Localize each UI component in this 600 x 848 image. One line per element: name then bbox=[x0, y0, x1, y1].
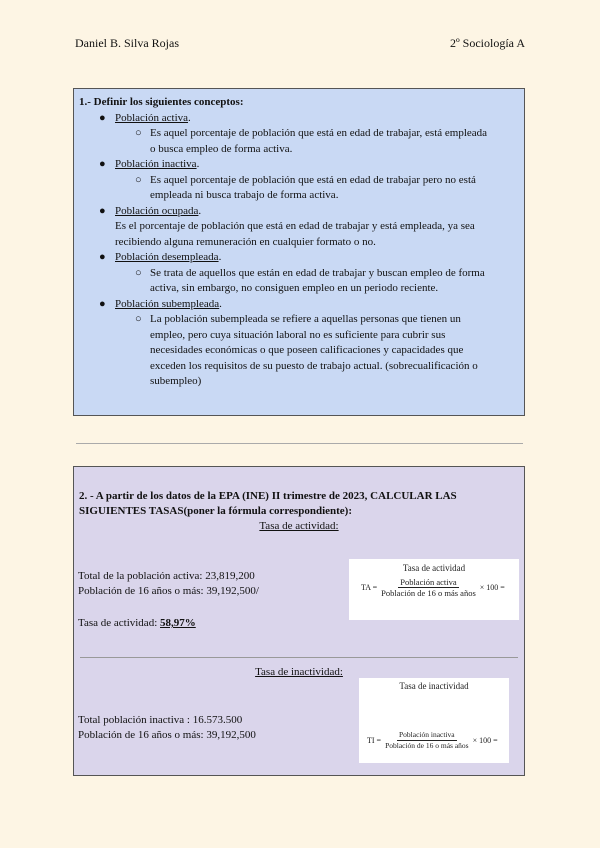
formula-title: Tasa de inactividad bbox=[399, 681, 469, 691]
bullet-icon: ● bbox=[99, 158, 106, 170]
concept-definition bbox=[79, 219, 518, 250]
concept-item: ● Población desempleada. bbox=[79, 250, 518, 266]
concept-definition bbox=[79, 173, 518, 204]
inactive-population-text: Total población inactiva : 16.573.500 bbox=[78, 714, 243, 726]
bullet-icon: ● bbox=[99, 204, 106, 217]
def-line: Es el porcentaje de población que está en edad de trabajar y está empleada, ya sea bbox=[115, 220, 475, 232]
formula-lhs: TI = bbox=[367, 736, 382, 745]
def-line: empleo, pero cuya situación laboral no es suficiente para cubrir sus bbox=[150, 328, 446, 341]
formula-rhs: × 100 = bbox=[479, 583, 505, 592]
formula-denominator: Población de 16 o más años bbox=[381, 588, 476, 598]
bullet-icon: ● bbox=[99, 251, 106, 263]
circle-bullet-icon: ○ bbox=[135, 127, 142, 139]
title-line: 2. - A partir de los datos de la EPA (INE) II trimestre de 2023, CALCULAR LAS bbox=[79, 490, 457, 502]
formula-numerator: Población inactiva bbox=[399, 730, 455, 739]
activity-result bbox=[78, 616, 196, 631]
circle-bullet-icon: ○ bbox=[135, 173, 142, 186]
def-line: activa, sin embargo, no consiguen empleo en un periodo reciente. bbox=[150, 282, 439, 294]
concept-term: Población subempleada bbox=[115, 297, 220, 310]
result-value: 58,97% bbox=[160, 617, 196, 629]
formula-numerator: Población activa bbox=[400, 577, 457, 587]
def-line: recibiendo alguna remuneración en cualquier formato o no. bbox=[115, 235, 376, 248]
formula-rhs: × 100 = bbox=[472, 736, 498, 745]
formula-equation bbox=[367, 730, 498, 751]
active-population-text: Total de la población activa: 23,819,200 bbox=[78, 570, 255, 582]
inactivity-rate-label: Tasa de inactividad: bbox=[255, 666, 343, 678]
formula-lhs: TA = bbox=[361, 583, 378, 592]
concepts-box bbox=[73, 88, 525, 416]
def-line: subempleo) bbox=[150, 375, 202, 387]
activity-formula-image bbox=[349, 559, 519, 620]
concept-definition bbox=[79, 126, 518, 157]
def-line: Es aquel porcentaje de población que está en edad de trabajar, está empleada bbox=[150, 127, 488, 139]
population-16-text: Población de 16 años o más: 39,192,500 bbox=[78, 729, 256, 741]
def-line: empleada ni busca trabajo de forma activa. bbox=[150, 189, 339, 201]
concept-definition bbox=[79, 312, 518, 390]
author-name: Daniel B. Silva Rojas bbox=[75, 36, 179, 50]
circle-bullet-icon: ○ bbox=[135, 313, 142, 325]
concept-term: Población ocupada bbox=[115, 204, 199, 217]
formula-title: Tasa de actividad bbox=[402, 563, 466, 573]
concept-term: Población inactiva bbox=[115, 158, 197, 170]
course-name: 2º Sociología A bbox=[449, 36, 525, 50]
title-line: SIGUIENTES TASAS(poner la fórmula correspondiente): bbox=[79, 505, 352, 517]
concept-item: ● Población ocupada. bbox=[79, 204, 518, 220]
def-line: necesidades económicas o que poseen calificaciones y capacidades que bbox=[150, 344, 464, 356]
section1-title: 1.- Definir los siguientes conceptos: bbox=[79, 96, 244, 108]
def-line: La población subempleada se refiere a aquellas personas que tienen un bbox=[150, 313, 461, 325]
bullet-icon: ● bbox=[99, 297, 106, 310]
def-line: exceden los requisitos de su puesto de trabajo actual. (sobrecualificación o bbox=[150, 359, 478, 372]
concept-term: Población desempleada bbox=[115, 251, 219, 263]
concept-item: ● Población inactiva. bbox=[79, 157, 518, 173]
formula-denominator: Población de 16 o más años bbox=[385, 741, 469, 750]
formula-equation bbox=[361, 577, 505, 598]
def-line: Se trata de aquellos que están en edad de trabajar y buscan empleo de forma bbox=[150, 266, 485, 279]
activity-rate-label: Tasa de actividad: bbox=[259, 520, 339, 532]
inactivity-formula-image bbox=[359, 678, 509, 763]
concept-item: ● Población subempleada. bbox=[79, 297, 518, 313]
section2-title bbox=[79, 489, 519, 519]
bullet-icon: ● bbox=[99, 111, 106, 124]
concept-item: ● Población activa. bbox=[79, 111, 518, 127]
result-label: Tasa de actividad: bbox=[78, 617, 161, 629]
def-line: Es aquel porcentaje de población que está en edad de trabajar pero no está bbox=[150, 173, 476, 186]
inner-divider bbox=[80, 657, 518, 658]
population-16-text: Población de 16 años o más: 39,192,500/ bbox=[78, 585, 259, 597]
rates-box bbox=[73, 466, 525, 776]
concept-definition bbox=[79, 266, 518, 297]
section-divider bbox=[76, 443, 523, 444]
def-line: o busca empleo de forma activa. bbox=[150, 142, 293, 155]
concept-term: Población activa bbox=[115, 111, 189, 124]
circle-bullet-icon: ○ bbox=[135, 266, 142, 279]
